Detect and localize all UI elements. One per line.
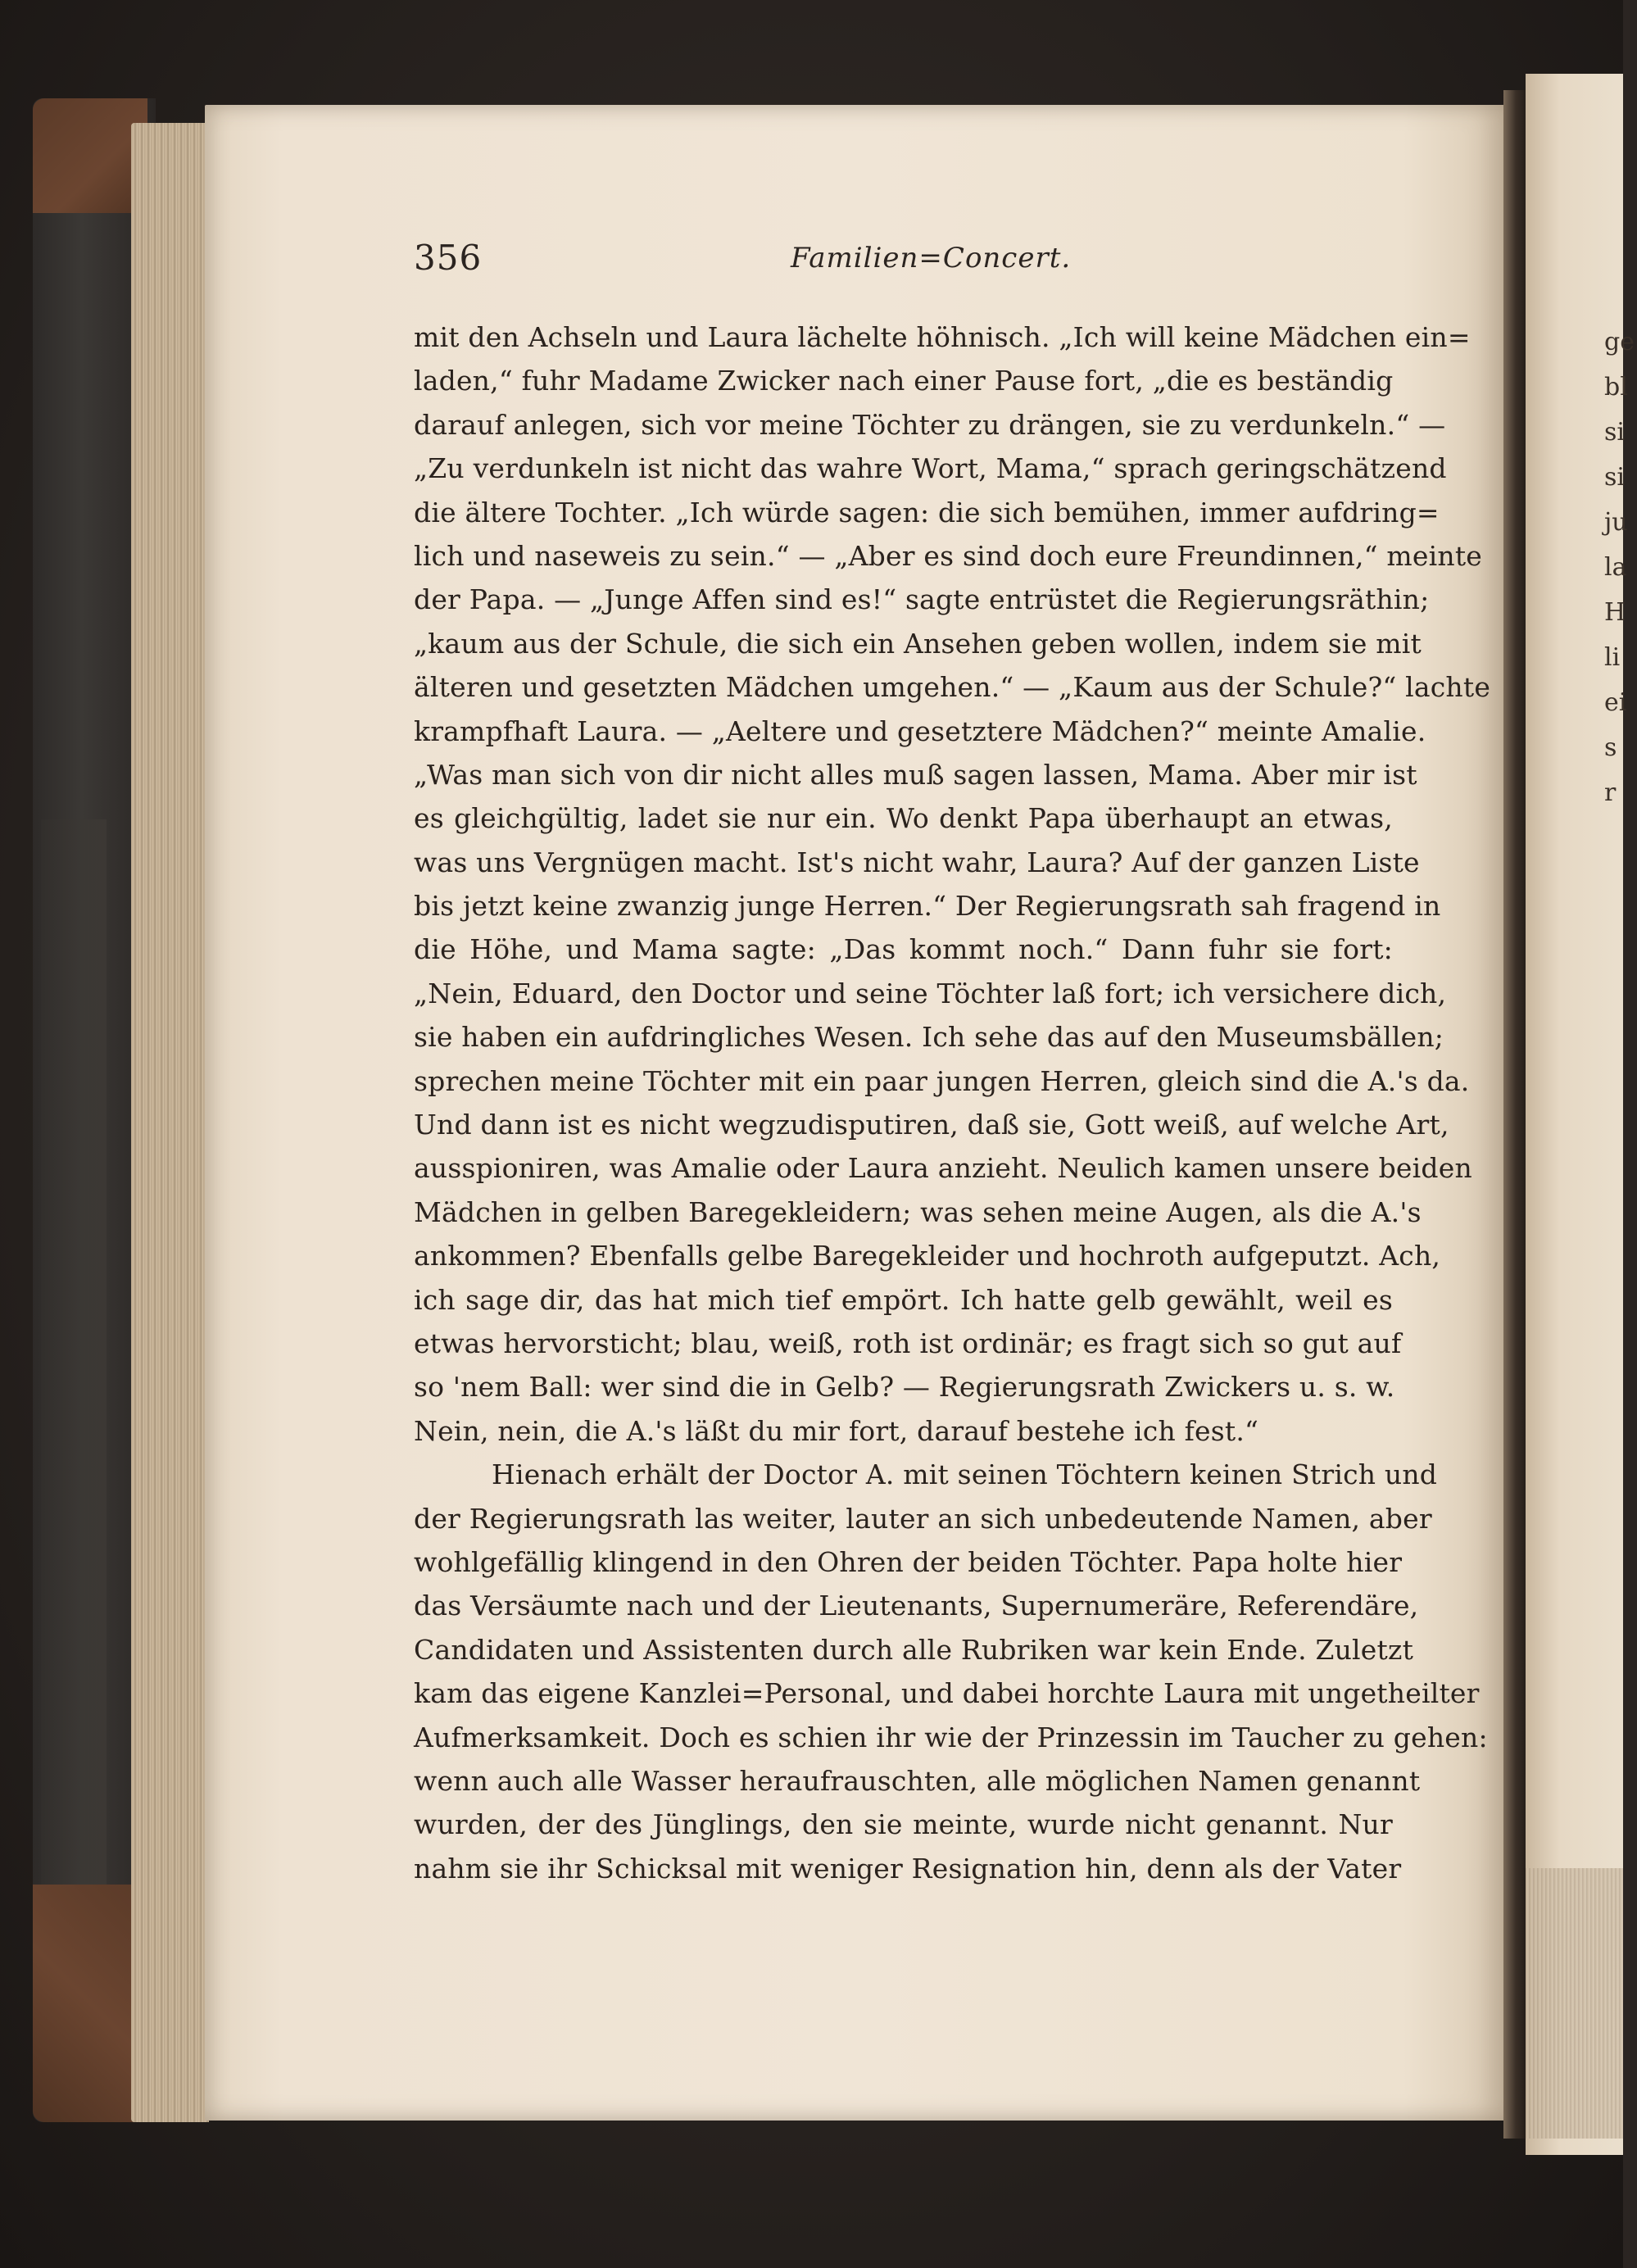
text-line: „Zu verdunkeln ist nicht das wahre Wort, Mama,“ sprach geringschätzend (414, 452, 1447, 485)
text-line: der Papa. — „Junge Affen sind es!“ sagte entrüstet die Regierungsräthin; (414, 583, 1430, 616)
facing-page-fragment: li (1604, 643, 1621, 672)
text-line: ich sage dir, das hat mich tief empört. Ich hatte gelb gewählt, weil es (414, 1283, 1393, 1316)
text-line: kam das eigene Kanzlei=Personal, und dabei horchte Laura mit ungetheilter (414, 1677, 1480, 1710)
facing-page-fragment: ju (1604, 508, 1628, 537)
facing-page-edges (1526, 1868, 1623, 2139)
text-line: die Höhe, und Mama sagte: „Das kommt noch.“ Dann fuhr sie fort: (414, 933, 1393, 966)
text-line: älteren und gesetzten Mädchen umgehen.“ — „Kaum aus der Schule?“ lachte (414, 671, 1491, 704)
text-line: bis jetzt keine zwanzig junge Herren.“ Der Regierungsrath sah fragend in (414, 890, 1441, 923)
text-line: nahm sie ihr Schicksal mit weniger Resignation hin, denn als der Vater (414, 1852, 1402, 1885)
facing-page-fragment: la (1604, 553, 1627, 582)
text-line: wohlgefällig klingend in den Ohren der beiden Töchter. Papa holte hier (414, 1545, 1403, 1578)
facing-page-fragment: ge (1604, 328, 1635, 356)
page-edges-left (131, 123, 209, 2122)
text-line: „Nein, Eduard, den Doctor und seine Töchter laß fort; ich versichere dich, (414, 977, 1447, 1009)
facing-page-fragment: si (1604, 463, 1625, 492)
leather-corner-top (33, 98, 147, 213)
facing-page-fragment: s (1604, 733, 1617, 762)
running-head: Familien=Concert. (791, 242, 1072, 274)
text-line: so 'nem Ball: wer sind die in Gelb? — Regierungsrath Zwickers u. s. w. (414, 1371, 1395, 1404)
leather-corner-bottom (33, 1885, 147, 2122)
text-line: sprechen meine Töchter mit ein paar jungen Herren, gleich sind die A.'s da. (414, 1064, 1470, 1097)
facing-page-fragment: H (1604, 598, 1626, 627)
text-line: das Versäumte nach und der Lieutenants, Supernumeräre, Referendäre, (414, 1590, 1419, 1622)
text-line: ankommen? Ebenfalls gelbe Baregekleider und hochroth aufgeputzt. Ach, (414, 1240, 1441, 1272)
book-gutter (1503, 90, 1528, 2139)
facing-page-fragment: ei (1604, 688, 1627, 717)
text-line: Und dann ist es nicht wegzudisputiren, daß sie, Gott weiß, auf welche Art, (414, 1109, 1449, 1141)
facing-page-fragment: r (1604, 778, 1617, 807)
text-line: wenn auch alle Wasser heraufrauschten, alle möglichen Namen genannt (414, 1764, 1421, 1797)
text-line: Mädchen in gelben Baregekleidern; was sehen meine Augen, als die A.'s (414, 1195, 1422, 1228)
text-line: darauf anlegen, sich vor meine Töchter zu drängen, sie zu verdunkeln.“ — (414, 408, 1446, 441)
text-line: was uns Vergnügen macht. Ist's nicht wahr, Laura? Auf der ganzen Liste (414, 846, 1420, 878)
text-line: krampfhaft Laura. — „Aeltere und gesetztere Mädchen?“ meinte Amalie. (414, 714, 1426, 747)
text-line: Hienach erhält der Doctor A. mit seinen Töchtern keinen Strich und (492, 1458, 1438, 1491)
text-line: es gleichgültig, ladet sie nur ein. Wo denkt Papa überhaupt an etwas, (414, 802, 1393, 835)
text-line: ausspioniren, was Amalie oder Laura anzieht. Neulich kamen unsere beiden (414, 1152, 1472, 1185)
text-line: „Was man sich von dir nicht alles muß sagen lassen, Mama. Aber mir ist (414, 758, 1417, 791)
text-line: Candidaten und Assistenten durch alle Rubriken war kein Ende. Zuletzt (414, 1633, 1414, 1666)
text-line: sie haben ein aufdringliches Wesen. Ich sehe das auf den Museumsbällen; (414, 1021, 1444, 1054)
text-line: Aufmerksamkeit. Doch es schien ihr wie der Prinzessin im Taucher zu gehen: (414, 1721, 1488, 1753)
facing-page-fragment: bl (1604, 373, 1628, 401)
text-line: mit den Achseln und Laura lächelte höhnisch. „Ich will keine Mädchen ein= (414, 321, 1471, 353)
text-line: laden,“ fuhr Madame Zwicker nach einer Pause fort, „die es beständig (414, 365, 1394, 397)
text-line: etwas hervorsticht; blau, weiß, roth ist ordinär; es fragt sich so gut auf (414, 1327, 1402, 1359)
text-line: „kaum aus der Schule, die sich ein Ansehen geben wollen, indem sie mit (414, 627, 1422, 660)
text-line: Nein, nein, die A.'s läßt du mir fort, darauf bestehe ich fest.“ (414, 1414, 1259, 1447)
text-line: wurden, der des Jünglings, den sie meinte, wurde nicht genannt. Nur (414, 1808, 1393, 1841)
facing-page-fragment: si (1604, 418, 1625, 447)
body-text (414, 315, 1491, 1890)
page-number: 356 (414, 238, 483, 278)
text-line: der Regierungsrath las weiter, lauter an sich unbedeutende Namen, aber (414, 1502, 1432, 1535)
text-line: die ältere Tochter. „Ich würde sagen: die sich bemühen, immer aufdring= (414, 496, 1440, 528)
text-line: lich und naseweis zu sein.“ — „Aber es sind doch eure Freundinnen,“ meinte (414, 539, 1483, 572)
